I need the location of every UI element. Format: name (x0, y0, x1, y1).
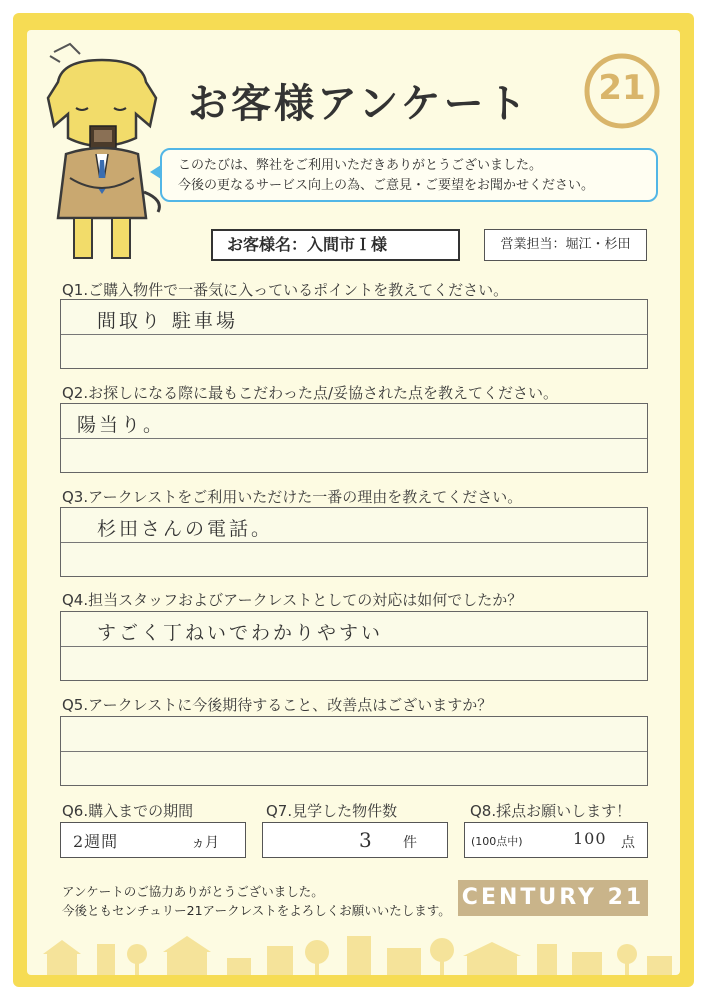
question-6-label: Q6.購入までの期間 (62, 802, 194, 820)
question-7-handwritten-answer: 3 (359, 828, 375, 852)
question-6-handwritten-answer: 2週間 (73, 832, 119, 851)
footer-message (62, 882, 451, 920)
question-3-label: Q3.アークレストをご利用いただけた一番の理由を教えてください。 (62, 488, 523, 506)
question-8-answer-box (464, 822, 648, 858)
question-3-handwritten-answer: 杉田さんの電話。 (97, 518, 274, 540)
question-8-unit: 点 (621, 835, 635, 851)
intro-line-2: 今後の更なるサービス向上の為、ご意見・ご要望をお聞かせください。 (178, 178, 595, 193)
question-1-label: Q1.ご購入物件で一番気に入っているポイントを教えてください。 (62, 281, 509, 299)
century21-logo (583, 52, 661, 130)
intro-line-1: このたびは、弊社をご利用いただきありがとうございました。 (178, 158, 543, 173)
question-6-unit: ヵ月 (191, 835, 219, 851)
intro-speech-bubble (160, 148, 658, 202)
question-8-label: Q8.採点お願いします！ (470, 802, 632, 820)
page-title: お客様アンケート (188, 81, 530, 127)
question-3-answer-area (60, 507, 648, 577)
question-7-answer-box (262, 822, 448, 858)
question-5-answer-area (60, 716, 648, 786)
question-2-answer-area (60, 403, 648, 473)
question-5-label: Q5.アークレストに今後期待すること、改善点はございますか？ (62, 696, 493, 714)
logo-number: 21 (598, 68, 646, 108)
question-1-answer-area (60, 299, 648, 369)
town-silhouette-decoration (27, 930, 680, 975)
question-4-answer-area (60, 611, 648, 681)
question-7-unit: 件 (403, 835, 417, 851)
footer-line-2: 今後ともセンチュリー21アークレストをよろしくお願いいたします。 (62, 903, 451, 918)
customer-name-box: お客様名：入間市Ｉ様 (211, 229, 460, 261)
sales-staff-box: 営業担当：堀江・杉田 (484, 229, 647, 261)
question-1-handwritten-answer: 間取り 駐車場 (97, 310, 239, 332)
mascot-dog-illustration (40, 42, 165, 264)
century21-brand-badge: CENTURY 21 (458, 880, 648, 916)
question-4-label: Q4.担当スタッフおよびアークレストとしての対応は如何でしたか？ (62, 591, 523, 609)
question-4-handwritten-answer: すごく丁ねいでわかりやすい (97, 622, 384, 644)
question-2-label: Q2.お探しになる際に最もこだわった点/妥協された点を教えてください。 (62, 384, 559, 402)
question-8-handwritten-answer: 100 (573, 829, 607, 848)
question-8-prefix: (100点中) (471, 835, 523, 848)
question-6-answer-box (60, 822, 246, 858)
question-2-handwritten-answer: 陽当り。 (77, 414, 166, 436)
footer-line-1: アンケートのご協力ありがとうございました。 (62, 884, 324, 899)
question-7-label: Q7.見学した物件数 (266, 802, 398, 820)
